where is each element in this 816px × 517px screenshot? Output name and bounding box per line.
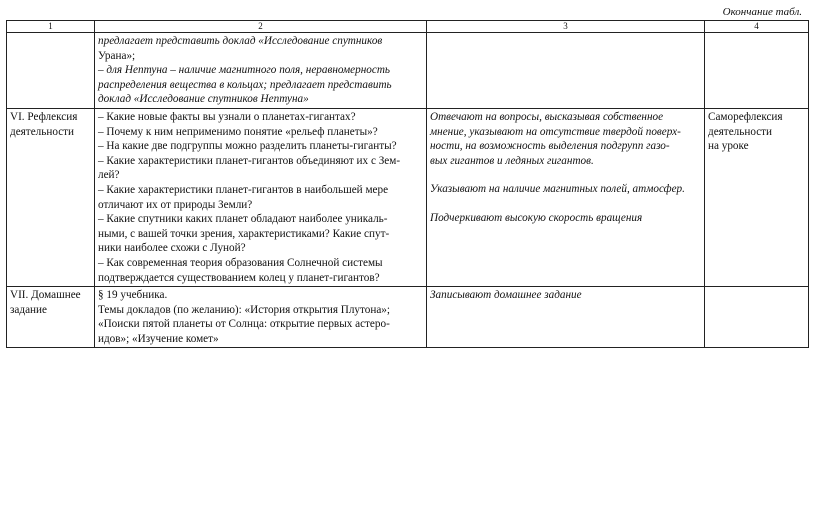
cell-stage-continuation [7,33,95,109]
question-line: – Почему к ним неприменимо понятие «рельеф планеты»? [98,125,378,138]
stage-label: VI. Рефлексия [10,110,78,123]
header-col-4: 4 [705,21,809,33]
homework-line: идов»; «Изучение комет» [98,332,219,345]
question-line: – Какие характеристики планет-гигантов в наибольшей мере [98,183,389,196]
stage-label: деятельности [10,125,75,138]
continuation-line: предлагает представить доклад «Исследование спутников [98,35,383,47]
table-row-continuation [7,33,809,109]
answer-line: мнение, указывают на отсутствие твердой поверх- [430,125,681,138]
stage-label: VII. Домашнее [10,289,81,302]
cell-students-reflection [427,108,705,286]
question-line: – Какие характеристики планет-гигантов объединяют их с Зем- [98,154,401,167]
lesson-table [6,20,809,348]
header-row [7,21,809,33]
stage-label: задание [10,303,47,316]
homework-line: § 19 учебника. [98,289,168,302]
table-row-homework [7,287,809,348]
spacer [430,197,701,211]
answer-line: Отвечают на вопросы, высказывая собственное [430,110,664,123]
table-continuation-caption: Окончание табл. [722,6,802,18]
cell-teacher-reflection [95,108,427,286]
answer-line: Подчеркивают высокую скорость вращения [430,211,643,224]
outcome-line: деятельности [708,125,773,138]
answer-line: ности, на возможность выделения подгрупп газо- [430,140,670,153]
question-line: – Какие новые факты вы узнали о планетах-гигантах? [98,110,356,123]
cell-stage-homework [7,287,95,348]
question-line: ными, с вашей точки зрения, характеристиками? Какие спут- [98,227,390,240]
continuation-line: доклад «Исследование спутников Нептуна» [98,93,309,106]
cell-teacher-homework [95,287,427,348]
question-line: отличают их от природы Земли? [98,198,253,211]
header-col-2: 2 [95,21,427,33]
question-line: лей? [98,169,120,182]
question-line: ники наиболее схожи с Луной? [98,242,246,255]
spacer [430,168,701,182]
header-col-3: 3 [427,21,705,33]
homework-line: Темы докладов (по желанию): «История открытия Плутона»; [98,303,391,316]
cell-stage-reflection [7,108,95,286]
question-line: – На какие две подгруппы можно разделить планеты-гиганты? [98,140,397,153]
cell-students-continuation [427,33,705,109]
outcome-line: Саморефлексия [708,110,783,123]
homework-line: «Поиски пятой планеты от Солнца: открытие первых астеро- [98,318,390,331]
header-col-1: 1 [7,21,95,33]
answer-line: вых гигантов и ледяных гигантов. [430,154,594,167]
outcome-line: на уроке [708,140,749,153]
cell-outcome-reflection [705,108,809,286]
question-line: подтверждается существованием колец у планет-гигантов? [98,271,380,284]
question-line: – Какие спутники каких планет обладают наиболее уникаль- [98,213,388,226]
cell-outcome-continuation [705,33,809,109]
table-row-reflection [7,108,809,286]
cell-outcome-homework [705,287,809,348]
cell-teacher-continuation [95,33,427,109]
continuation-line: – для Нептуна – наличие магнитного поля, неравномерность [98,64,391,77]
question-line: – Как современная теория образования Солнечной системы [98,256,383,269]
cell-students-homework [427,287,705,348]
answer-line: Указывают на наличие магнитных полей, атмосфер. [430,183,685,196]
continuation-line: Урана»; [98,49,136,62]
continuation-line: распределения вещества в кольцах; предлагает представить [98,78,392,91]
answer-line: Записывают домашнее задание [430,289,582,302]
